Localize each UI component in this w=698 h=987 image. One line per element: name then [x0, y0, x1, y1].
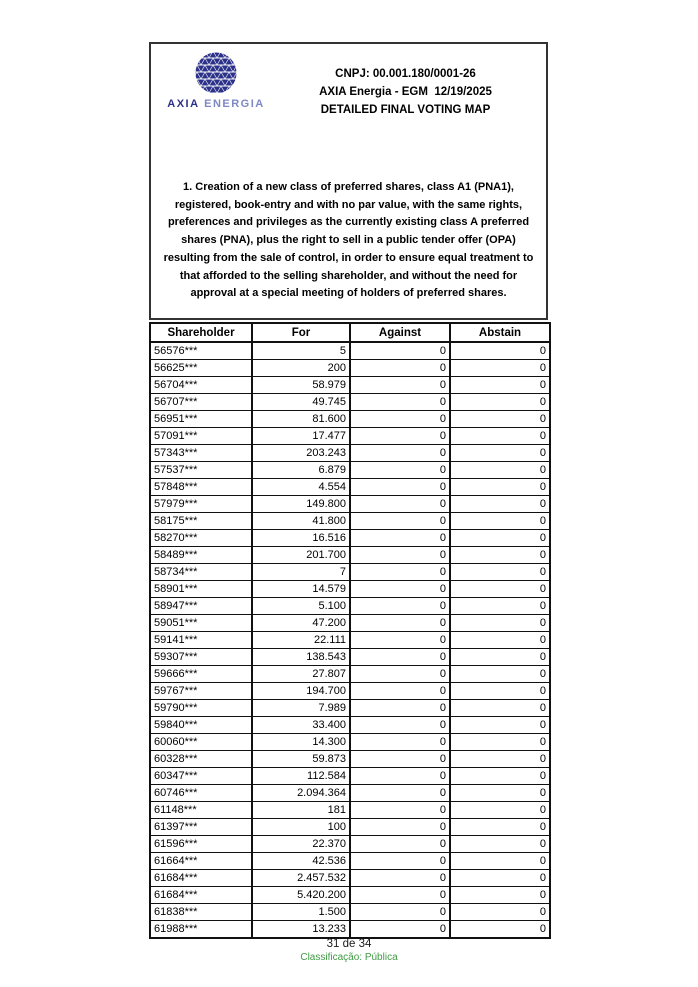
col-header-for: For [252, 323, 350, 342]
against-cell: 0 [350, 819, 450, 836]
abstain-cell: 0 [450, 785, 550, 802]
shareholder-cell: 57848*** [150, 479, 252, 496]
for-cell: 5.100 [252, 598, 350, 615]
for-cell: 194.700 [252, 683, 350, 700]
shareholder-cell: 57537*** [150, 462, 252, 479]
abstain-cell: 0 [450, 751, 550, 768]
abstain-cell: 0 [450, 904, 550, 921]
against-cell: 0 [350, 887, 450, 904]
table-row [150, 445, 550, 462]
table-row [150, 547, 550, 564]
table-row [150, 581, 550, 598]
voting-table-body [150, 342, 550, 938]
against-cell: 0 [350, 666, 450, 683]
against-cell: 0 [350, 836, 450, 853]
shareholder-cell: 59051*** [150, 615, 252, 632]
for-cell: 7 [252, 564, 350, 581]
table-row [150, 462, 550, 479]
shareholder-cell: 60328*** [150, 751, 252, 768]
for-cell: 203.243 [252, 445, 350, 462]
for-cell: 200 [252, 360, 350, 377]
col-header-against: Against [350, 323, 450, 342]
company-logo [151, 51, 271, 110]
for-cell: 13.233 [252, 921, 350, 939]
shareholder-cell: 57091*** [150, 428, 252, 445]
shareholder-cell: 58270*** [150, 530, 252, 547]
shareholder-cell: 61664*** [150, 853, 252, 870]
abstain-cell: 0 [450, 683, 550, 700]
against-cell: 0 [350, 479, 450, 496]
shareholder-cell: 61397*** [150, 819, 252, 836]
page-number: 31 de 34 [326, 938, 372, 950]
classification-label: Classificação: Pública [300, 952, 398, 963]
table-row [150, 342, 550, 360]
abstain-cell: 0 [450, 462, 550, 479]
logo-sphere-icon [193, 51, 239, 97]
table-row [150, 615, 550, 632]
table-row [150, 870, 550, 887]
for-cell: 1.500 [252, 904, 350, 921]
logo-text-primary: AXIA [167, 98, 200, 110]
against-cell: 0 [350, 547, 450, 564]
table-row [150, 853, 550, 870]
against-cell: 0 [350, 394, 450, 411]
abstain-cell: 0 [450, 530, 550, 547]
for-cell: 59.873 [252, 751, 350, 768]
against-cell: 0 [350, 785, 450, 802]
table-row [150, 496, 550, 513]
for-cell: 22.111 [252, 632, 350, 649]
shareholder-cell: 59141*** [150, 632, 252, 649]
shareholder-cell: 57343*** [150, 445, 252, 462]
abstain-cell: 0 [450, 819, 550, 836]
table-row [150, 751, 550, 768]
for-cell: 138.543 [252, 649, 350, 666]
table-row [150, 768, 550, 785]
shareholder-cell: 60746*** [150, 785, 252, 802]
table-row [150, 666, 550, 683]
abstain-cell: 0 [450, 547, 550, 564]
voting-table-header [150, 323, 550, 342]
against-cell: 0 [350, 700, 450, 717]
table-row [150, 683, 550, 700]
for-cell: 6.879 [252, 462, 350, 479]
logo-text-secondary: ENERGIA [204, 98, 265, 110]
table-row [150, 411, 550, 428]
against-cell: 0 [350, 802, 450, 819]
shareholder-cell: 61148*** [150, 802, 252, 819]
shareholder-cell: 58489*** [150, 547, 252, 564]
abstain-cell: 0 [450, 768, 550, 785]
for-cell: 7.989 [252, 700, 350, 717]
meeting-line: AXIA Energia - EGM 12/19/2025 [319, 86, 492, 98]
against-cell: 0 [350, 904, 450, 921]
shareholder-cell: 56704*** [150, 377, 252, 394]
against-cell: 0 [350, 649, 450, 666]
col-header-abstain: Abstain [450, 323, 550, 342]
for-cell: 49.745 [252, 394, 350, 411]
for-cell: 41.800 [252, 513, 350, 530]
table-row [150, 394, 550, 411]
for-cell: 5 [252, 342, 350, 360]
shareholder-cell: 56951*** [150, 411, 252, 428]
header-row [151, 44, 546, 119]
abstain-cell: 0 [450, 581, 550, 598]
against-cell: 0 [350, 921, 450, 939]
abstain-cell: 0 [450, 700, 550, 717]
table-row [150, 717, 550, 734]
abstain-cell: 0 [450, 836, 550, 853]
abstain-cell: 0 [450, 598, 550, 615]
for-cell: 100 [252, 819, 350, 836]
against-cell: 0 [350, 411, 450, 428]
table-row [150, 530, 550, 547]
against-cell: 0 [350, 496, 450, 513]
shareholder-cell: 60060*** [150, 734, 252, 751]
abstain-cell: 0 [450, 870, 550, 887]
abstain-cell: 0 [450, 342, 550, 360]
abstain-cell: 0 [450, 853, 550, 870]
abstain-cell: 0 [450, 377, 550, 394]
table-row [150, 428, 550, 445]
table-row [150, 887, 550, 904]
table-row [150, 700, 550, 717]
voting-table [149, 322, 551, 939]
for-cell: 42.536 [252, 853, 350, 870]
abstain-cell: 0 [450, 632, 550, 649]
header-row [150, 323, 550, 342]
logo-wordmark [167, 98, 264, 110]
shareholder-cell: 59790*** [150, 700, 252, 717]
shareholder-cell: 59666*** [150, 666, 252, 683]
table-row [150, 360, 550, 377]
table-row [150, 632, 550, 649]
abstain-cell: 0 [450, 394, 550, 411]
shareholder-cell: 57979*** [150, 496, 252, 513]
table-row [150, 479, 550, 496]
against-cell: 0 [350, 530, 450, 547]
for-cell: 112.584 [252, 768, 350, 785]
against-cell: 0 [350, 615, 450, 632]
for-cell: 27.807 [252, 666, 350, 683]
for-cell: 47.200 [252, 615, 350, 632]
resolution-text: 1. Creation of a new class of preferred shares, class A1 (PNA1), registered, book-entry and with no par value, with the same rights, preferences and privileges as the currently existing class A preferred shares (PNA), plus the right to sell in a public tender offer (OPA) resulting from the sale of control, in order to ensure equal treatment to that afforded to the selling shareholder, and without the need for approval at a special meeting of holders of preferred shares. [163, 181, 534, 300]
against-cell: 0 [350, 853, 450, 870]
table-row [150, 734, 550, 751]
for-cell: 33.400 [252, 717, 350, 734]
shareholder-cell: 58734*** [150, 564, 252, 581]
shareholder-cell: 59307*** [150, 649, 252, 666]
shareholder-cell: 56625*** [150, 360, 252, 377]
for-cell: 2.094.364 [252, 785, 350, 802]
against-cell: 0 [350, 342, 450, 360]
table-row [150, 904, 550, 921]
header-text-block [271, 51, 546, 119]
abstain-cell: 0 [450, 513, 550, 530]
against-cell: 0 [350, 632, 450, 649]
abstain-cell: 0 [450, 734, 550, 751]
for-cell: 4.554 [252, 479, 350, 496]
abstain-cell: 0 [450, 445, 550, 462]
header-box [149, 42, 548, 320]
against-cell: 0 [350, 445, 450, 462]
for-cell: 149.800 [252, 496, 350, 513]
abstain-cell: 0 [450, 802, 550, 819]
table-row [150, 564, 550, 581]
table-row [150, 819, 550, 836]
against-cell: 0 [350, 360, 450, 377]
against-cell: 0 [350, 377, 450, 394]
col-header-shareholder: Shareholder [150, 323, 252, 342]
for-cell: 17.477 [252, 428, 350, 445]
shareholder-cell: 58175*** [150, 513, 252, 530]
shareholder-cell: 56576*** [150, 342, 252, 360]
shareholder-cell: 61838*** [150, 904, 252, 921]
for-cell: 2.457.532 [252, 870, 350, 887]
table-row [150, 785, 550, 802]
shareholder-cell: 60347*** [150, 768, 252, 785]
for-cell: 14.579 [252, 581, 350, 598]
abstain-cell: 0 [450, 649, 550, 666]
for-cell: 5.420.200 [252, 887, 350, 904]
abstain-cell: 0 [450, 428, 550, 445]
against-cell: 0 [350, 683, 450, 700]
abstain-cell: 0 [450, 496, 550, 513]
against-cell: 0 [350, 513, 450, 530]
abstain-cell: 0 [450, 360, 550, 377]
against-cell: 0 [350, 564, 450, 581]
for-cell: 16.516 [252, 530, 350, 547]
shareholder-cell: 58901*** [150, 581, 252, 598]
abstain-cell: 0 [450, 479, 550, 496]
shareholder-cell: 58947*** [150, 598, 252, 615]
shareholder-cell: 59840*** [150, 717, 252, 734]
for-cell: 14.300 [252, 734, 350, 751]
for-cell: 58.979 [252, 377, 350, 394]
table-row [150, 649, 550, 666]
page-footer [0, 938, 698, 963]
shareholder-cell: 56707*** [150, 394, 252, 411]
for-cell: 201.700 [252, 547, 350, 564]
table-row [150, 377, 550, 394]
abstain-cell: 0 [450, 615, 550, 632]
for-cell: 181 [252, 802, 350, 819]
against-cell: 0 [350, 581, 450, 598]
for-cell: 81.600 [252, 411, 350, 428]
against-cell: 0 [350, 462, 450, 479]
against-cell: 0 [350, 598, 450, 615]
table-row [150, 802, 550, 819]
against-cell: 0 [350, 870, 450, 887]
cnpj-line: CNPJ: 00.001.180/0001-26 [335, 68, 476, 80]
shareholder-cell: 61684*** [150, 870, 252, 887]
table-row [150, 836, 550, 853]
against-cell: 0 [350, 428, 450, 445]
for-cell: 22.370 [252, 836, 350, 853]
shareholder-cell: 59767*** [150, 683, 252, 700]
document-title: DETAILED FINAL VOTING MAP [320, 104, 491, 116]
shareholder-cell: 61988*** [150, 921, 252, 939]
abstain-cell: 0 [450, 887, 550, 904]
table-row [150, 598, 550, 615]
abstain-cell: 0 [450, 666, 550, 683]
table-row [150, 513, 550, 530]
table-row [150, 921, 550, 939]
against-cell: 0 [350, 717, 450, 734]
abstain-cell: 0 [450, 717, 550, 734]
against-cell: 0 [350, 768, 450, 785]
abstain-cell: 0 [450, 411, 550, 428]
against-cell: 0 [350, 734, 450, 751]
shareholder-cell: 61684*** [150, 887, 252, 904]
abstain-cell: 0 [450, 564, 550, 581]
against-cell: 0 [350, 751, 450, 768]
shareholder-cell: 61596*** [150, 836, 252, 853]
abstain-cell: 0 [450, 921, 550, 939]
